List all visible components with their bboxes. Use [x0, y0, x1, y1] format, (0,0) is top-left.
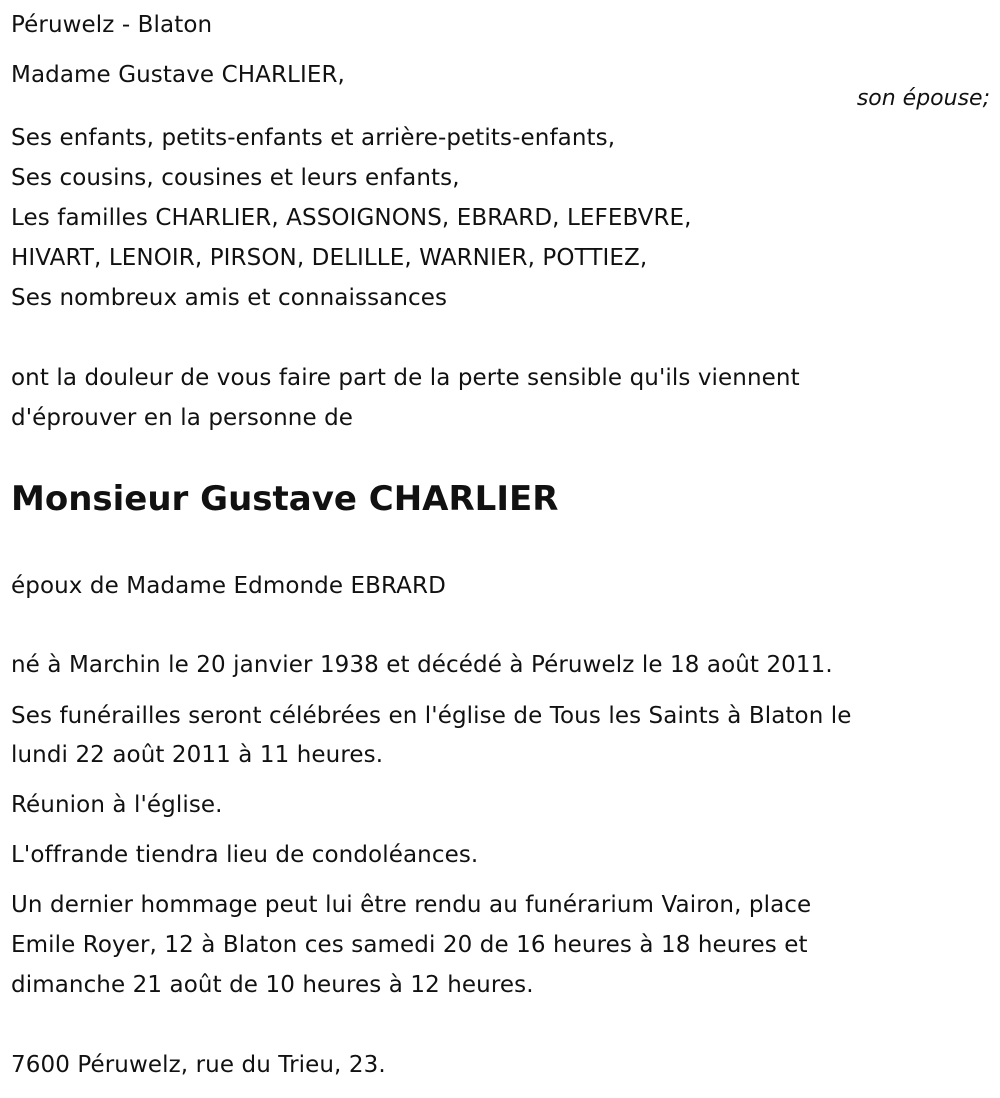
- deceased-name: Monsieur Gustave CHARLIER: [11, 479, 559, 519]
- announcement-line-1: ont la douleur de vous faire part de la perte sensible qu'ils viennent: [11, 365, 800, 391]
- birth-death-line: né à Marchin le 20 janvier 1938 et décédé à Péruwelz le 18 août 2011.: [11, 652, 833, 678]
- homage-line-3: dimanche 21 août de 10 heures à 12 heures.: [11, 972, 534, 998]
- offering-line: L'offrande tiendra lieu de condoléances.: [11, 842, 479, 868]
- funeral-line-1: Ses funérailles seront célébrées en l'église de Tous les Saints à Blaton le: [11, 703, 852, 729]
- location-header: Péruwelz - Blaton: [11, 12, 213, 38]
- family-line-4: HIVART, LENOIR, PIRSON, DELILLE, WARNIER, POTTIEZ,: [11, 245, 648, 271]
- homage-line-1: Un dernier hommage peut lui être rendu au funérarium Vairon, place: [11, 892, 812, 918]
- family-line-2: Ses cousins, cousines et leurs enfants,: [11, 165, 460, 191]
- address-line: 7600 Péruwelz, rue du Trieu, 23.: [11, 1052, 386, 1078]
- family-line-5: Ses nombreux amis et connaissances: [11, 285, 448, 311]
- spouse-name: Madame Gustave CHARLIER,: [11, 62, 345, 88]
- family-line-1: Ses enfants, petits-enfants et arrière-petits-enfants,: [11, 125, 616, 151]
- announcement-line-2: d'éprouver en la personne de: [11, 405, 354, 431]
- family-line-3: Les familles CHARLIER, ASSOIGNONS, EBRARD, LEFEBVRE,: [11, 205, 692, 231]
- meeting-line: Réunion à l'église.: [11, 792, 223, 818]
- spouse-role: son épouse;: [856, 86, 990, 111]
- deceased-spouse-line: époux de Madame Edmonde EBRARD: [11, 573, 446, 599]
- homage-line-2: Emile Royer, 12 à Blaton ces samedi 20 de 16 heures à 18 heures et: [11, 932, 808, 958]
- funeral-line-2: lundi 22 août 2011 à 11 heures.: [11, 742, 384, 768]
